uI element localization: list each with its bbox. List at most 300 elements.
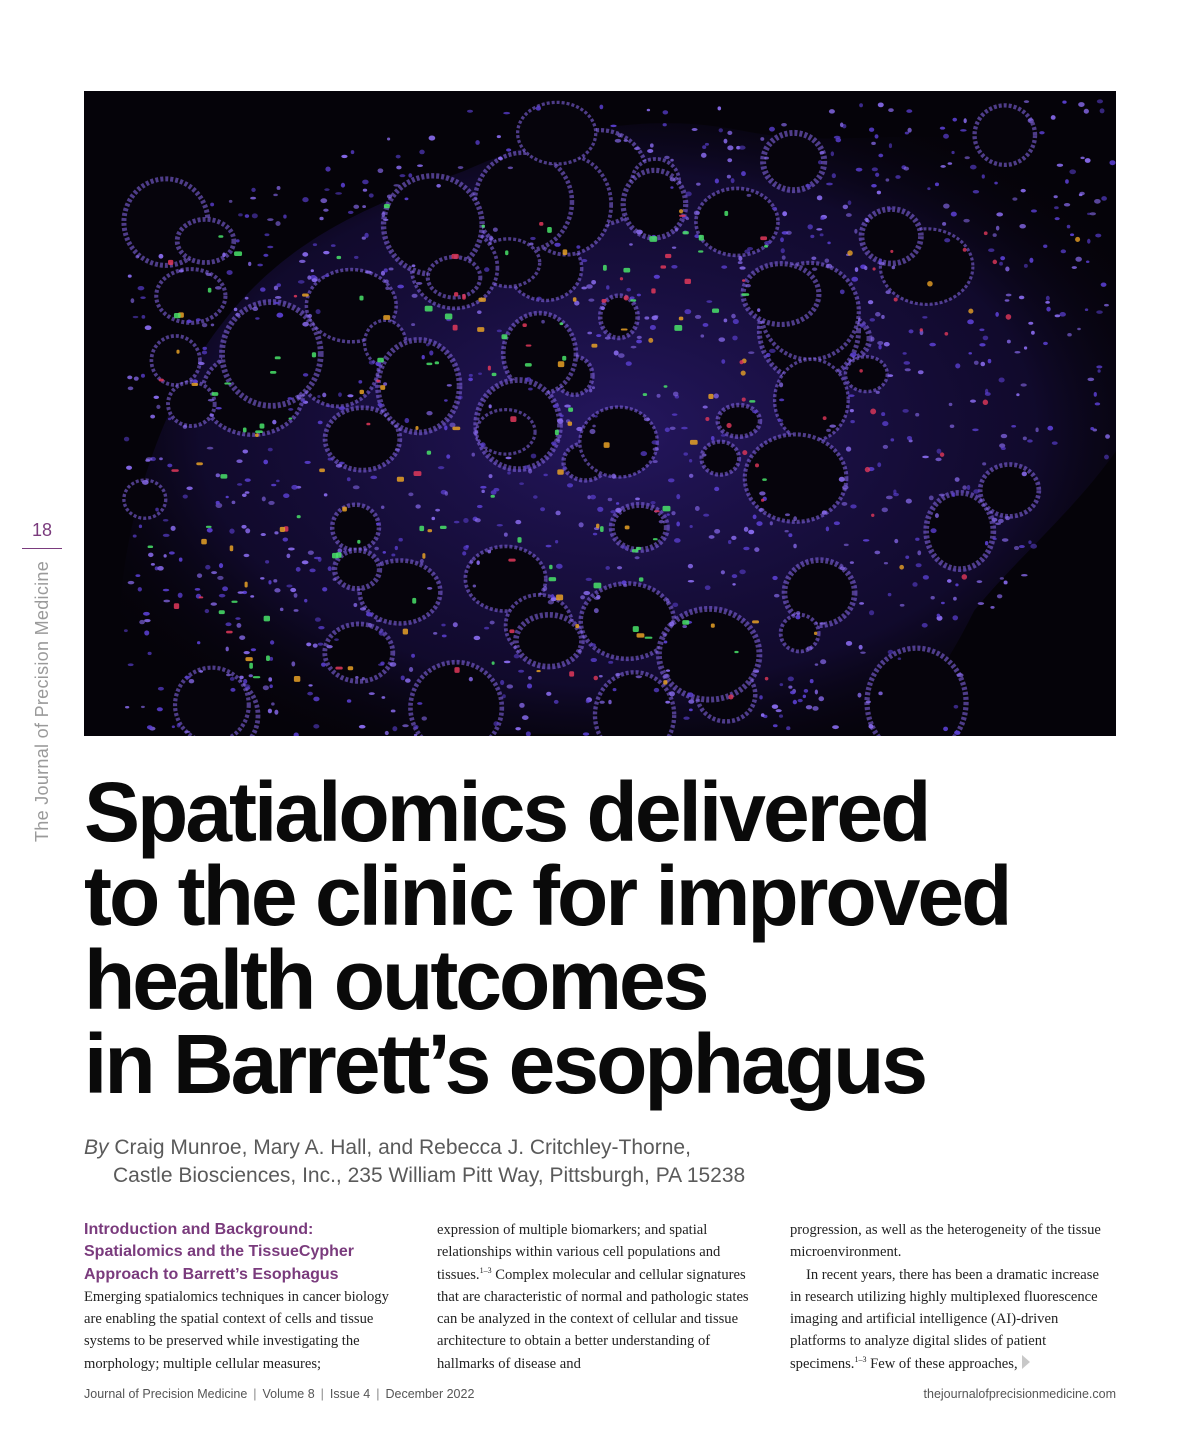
marker-signal <box>249 663 253 669</box>
cell-nucleus <box>396 155 401 159</box>
cell-nucleus <box>827 241 830 244</box>
cell-nucleus <box>610 125 616 128</box>
cell-nucleus <box>250 595 254 598</box>
cell-nucleus <box>576 427 582 431</box>
cell-nucleus <box>333 578 337 581</box>
marker-signal <box>679 317 683 321</box>
cell-nucleus <box>973 190 979 194</box>
cell-nucleus <box>842 485 848 489</box>
cell-nucleus <box>525 377 531 382</box>
cell-nucleus <box>1021 189 1026 193</box>
cell-nucleus <box>323 251 329 254</box>
cell-nucleus <box>675 228 678 232</box>
cell-nucleus <box>358 380 362 383</box>
cell-nucleus <box>265 560 269 563</box>
cell-nucleus <box>877 341 883 345</box>
marker-signal <box>871 514 874 517</box>
cell-nucleus <box>793 700 797 705</box>
cell-nucleus <box>225 622 231 626</box>
cell-nucleus <box>178 593 183 598</box>
cell-nucleus <box>900 604 905 607</box>
byline <box>84 1134 1124 1190</box>
cell-nucleus <box>963 219 969 223</box>
cell-nucleus <box>1030 544 1037 549</box>
body-text: Complex molecular and cellular signatures that are characteristic of normal and pathologic states can be analyzed in the context of cellular and tissue architecture to obtain a better understanding of hallmarks of disease and <box>437 1266 749 1372</box>
cell-nucleus <box>1104 455 1109 460</box>
cell-nucleus <box>355 676 358 679</box>
cell-nucleus <box>1043 342 1048 345</box>
cell-nucleus <box>865 218 868 222</box>
cell-nucleus <box>764 157 769 160</box>
cell-nucleus <box>318 643 324 646</box>
cell-nucleus <box>668 478 675 482</box>
cell-nucleus <box>1005 267 1009 272</box>
marker-signal <box>760 236 767 240</box>
cell-nucleus <box>379 631 385 636</box>
cell-nucleus <box>480 486 486 489</box>
cell-nucleus <box>442 635 447 638</box>
cell-nucleus <box>670 177 675 181</box>
cell-nucleus <box>504 533 508 537</box>
cell-nucleus <box>650 143 654 147</box>
cell-nucleus <box>252 213 258 218</box>
cell-nucleus <box>681 427 688 430</box>
cell-nucleus <box>916 563 922 567</box>
cell-nucleus <box>1090 427 1094 430</box>
cell-nucleus <box>906 499 912 504</box>
marker-signal <box>724 211 728 216</box>
cell-nucleus <box>264 233 269 236</box>
title-line: to the clinic for improved <box>84 849 1010 943</box>
cell-nucleus <box>1098 369 1101 373</box>
cell-nucleus <box>702 453 707 456</box>
cell-nucleus <box>151 563 155 566</box>
marker-signal <box>594 583 602 589</box>
cell-nucleus <box>753 515 757 520</box>
marker-signal <box>859 369 862 372</box>
cell-nucleus <box>533 495 538 499</box>
cell-nucleus <box>1095 234 1101 238</box>
cell-nucleus <box>807 224 812 229</box>
cell-nucleus <box>290 588 296 592</box>
cell-nucleus <box>684 309 691 314</box>
marker-signal <box>621 328 628 330</box>
cell-nucleus <box>313 243 317 246</box>
cell-nucleus <box>739 266 745 269</box>
marker-signal <box>191 383 198 386</box>
cell-nucleus <box>390 662 397 667</box>
cell-nucleus <box>832 173 836 178</box>
cell-nucleus <box>954 730 960 735</box>
cell-nucleus <box>408 492 413 496</box>
cell-nucleus <box>436 184 441 188</box>
cell-nucleus <box>276 480 280 483</box>
cell-nucleus <box>398 538 402 542</box>
cell-nucleus <box>953 597 957 601</box>
cell-nucleus <box>478 373 482 375</box>
marker-signal <box>492 373 497 376</box>
marker-signal <box>266 656 270 661</box>
cell-nucleus <box>591 280 596 285</box>
cell-nucleus <box>179 558 183 562</box>
cell-nucleus <box>786 726 790 730</box>
gland-ring <box>516 615 582 667</box>
cell-nucleus <box>413 725 418 729</box>
cell-nucleus <box>935 513 939 518</box>
cell-nucleus <box>405 678 411 682</box>
cell-nucleus <box>623 584 627 587</box>
cell-nucleus <box>229 200 233 203</box>
cell-nucleus <box>487 549 491 553</box>
cell-nucleus <box>1023 436 1027 440</box>
marker-signal <box>509 629 514 633</box>
cell-nucleus <box>703 323 709 327</box>
cell-nucleus <box>905 368 911 371</box>
cell-nucleus <box>820 217 825 220</box>
marker-signal <box>319 468 325 472</box>
cell-nucleus <box>239 676 243 679</box>
cell-nucleus <box>384 268 388 272</box>
cell-nucleus <box>581 259 587 262</box>
cell-nucleus <box>616 502 619 505</box>
marker-signal <box>260 423 265 428</box>
cell-nucleus <box>319 217 323 221</box>
marker-signal <box>196 462 203 465</box>
cell-nucleus <box>515 520 521 524</box>
cell-nucleus <box>854 229 857 234</box>
marker-signal <box>633 626 639 632</box>
cell-nucleus <box>776 709 782 712</box>
cell-nucleus <box>489 236 493 241</box>
cell-nucleus <box>1084 109 1089 114</box>
cell-nucleus <box>1004 580 1008 584</box>
cell-nucleus <box>420 559 424 563</box>
cell-nucleus <box>219 563 223 568</box>
cell-nucleus <box>846 447 851 452</box>
cell-nucleus <box>970 165 977 170</box>
cell-nucleus <box>351 150 355 154</box>
marker-signal <box>558 361 564 367</box>
cell-nucleus <box>381 696 385 699</box>
cell-nucleus <box>850 504 856 508</box>
cell-nucleus <box>128 663 134 666</box>
cell-nucleus <box>553 404 559 408</box>
cell-nucleus <box>1094 199 1101 204</box>
cell-nucleus <box>331 244 336 247</box>
cell-nucleus <box>664 640 668 643</box>
cell-nucleus <box>688 580 694 583</box>
cell-nucleus <box>506 148 511 151</box>
cell-nucleus <box>128 581 135 585</box>
cell-nucleus <box>904 167 909 171</box>
gland-ring <box>743 264 819 325</box>
cell-nucleus <box>831 151 834 156</box>
cell-nucleus <box>905 556 909 559</box>
marker-signal <box>663 680 667 684</box>
cell-nucleus <box>1024 346 1027 349</box>
marker-signal <box>224 383 231 385</box>
marker-signal <box>383 315 390 320</box>
cell-nucleus <box>773 724 778 727</box>
cell-nucleus <box>536 106 541 111</box>
cell-nucleus <box>405 197 409 200</box>
cell-nucleus <box>288 408 293 411</box>
cell-nucleus <box>593 533 597 536</box>
cell-nucleus <box>820 659 826 664</box>
cell-nucleus <box>322 587 327 591</box>
marker-signal <box>639 577 643 581</box>
cell-nucleus <box>769 349 776 353</box>
cell-nucleus <box>927 187 930 190</box>
cell-nucleus <box>226 647 229 652</box>
cell-nucleus <box>759 508 765 512</box>
cell-nucleus <box>446 454 450 458</box>
cell-nucleus <box>766 353 771 357</box>
cell-nucleus <box>893 493 899 496</box>
cell-nucleus <box>793 544 797 549</box>
cell-nucleus <box>328 458 333 461</box>
cell-nucleus <box>133 316 139 318</box>
cell-nucleus <box>404 418 409 423</box>
cell-nucleus <box>1028 118 1034 123</box>
cell-nucleus <box>306 642 311 646</box>
cell-nucleus <box>226 674 231 677</box>
cell-nucleus <box>939 494 946 496</box>
marker-signal <box>569 671 574 676</box>
cell-nucleus <box>268 448 273 452</box>
cell-nucleus <box>689 474 693 478</box>
cell-nucleus <box>689 459 692 463</box>
cell-nucleus <box>1094 392 1097 397</box>
cell-nucleus <box>146 457 153 461</box>
cell-nucleus <box>1085 158 1091 163</box>
marker-signal <box>764 245 768 248</box>
cell-nucleus <box>871 184 877 188</box>
cell-nucleus <box>666 598 669 603</box>
cell-nucleus <box>236 623 241 628</box>
cell-nucleus <box>829 425 836 428</box>
cell-nucleus <box>429 136 436 141</box>
cell-nucleus <box>653 460 658 463</box>
cell-nucleus <box>869 128 874 132</box>
cell-nucleus <box>623 545 627 549</box>
cell-nucleus <box>826 264 832 269</box>
cell-nucleus <box>951 151 954 154</box>
cell-nucleus <box>759 491 765 495</box>
cell-nucleus <box>761 713 765 717</box>
marker-signal <box>664 385 668 387</box>
marker-signal <box>255 433 259 437</box>
reference-superscript: 1–3 <box>479 1265 492 1275</box>
cell-nucleus <box>1019 296 1024 300</box>
cell-nucleus <box>1104 304 1109 307</box>
cell-nucleus <box>995 312 999 317</box>
cell-nucleus <box>216 501 220 505</box>
cell-nucleus <box>272 420 276 425</box>
cell-nucleus <box>733 319 739 324</box>
cell-nucleus <box>855 267 858 272</box>
cell-nucleus <box>183 425 187 429</box>
cell-nucleus <box>718 106 722 110</box>
cell-nucleus <box>417 702 422 705</box>
marker-signal <box>962 574 968 580</box>
cell-nucleus <box>1024 264 1028 268</box>
cell-nucleus <box>453 622 458 627</box>
marker-signal <box>549 565 552 569</box>
body-paragraph: Emerging spatialomics techniques in cancer biology are enabling the spatial context of cells and tissue systems to be preserved while investigating the morphology; multiple cellular measures; <box>84 1288 389 1372</box>
cell-nucleus <box>973 489 979 493</box>
cell-nucleus <box>473 430 478 435</box>
footer-separator: | <box>253 1387 257 1401</box>
cell-nucleus <box>307 275 311 279</box>
marker-signal <box>218 235 223 238</box>
cell-nucleus <box>979 343 985 346</box>
cell-nucleus <box>641 451 648 456</box>
cell-nucleus <box>263 254 268 257</box>
cell-nucleus <box>427 587 432 590</box>
cell-nucleus <box>949 403 953 406</box>
cell-nucleus <box>988 359 992 363</box>
cell-nucleus <box>1101 196 1107 201</box>
cell-nucleus <box>1062 101 1066 104</box>
cell-nucleus <box>381 506 385 510</box>
cell-nucleus <box>747 194 752 197</box>
cell-nucleus <box>654 688 659 692</box>
cell-nucleus <box>301 399 305 403</box>
marker-signal <box>525 363 532 366</box>
cell-nucleus <box>206 273 212 276</box>
marker-signal <box>376 380 380 383</box>
title-line: in Barrett’s esophagus <box>84 1017 926 1111</box>
cell-nucleus <box>673 392 678 397</box>
cell-nucleus <box>125 706 129 708</box>
cell-nucleus <box>940 165 946 168</box>
marker-signal <box>275 356 281 359</box>
cell-nucleus <box>689 708 693 711</box>
marker-signal <box>983 400 988 405</box>
marker-signal <box>1075 237 1080 242</box>
cell-nucleus <box>336 464 342 468</box>
cell-nucleus <box>694 211 700 216</box>
marker-signal <box>452 427 460 430</box>
cell-nucleus <box>374 547 379 550</box>
cell-nucleus <box>967 319 974 324</box>
cell-nucleus <box>320 198 327 203</box>
marker-signal <box>600 526 604 532</box>
cell-nucleus <box>651 440 658 444</box>
cell-nucleus <box>396 166 401 170</box>
marker-signal <box>894 298 898 302</box>
cell-nucleus <box>788 533 792 537</box>
cell-nucleus <box>210 203 214 207</box>
cell-nucleus <box>445 491 448 495</box>
footer-journal: Journal of Precision Medicine <box>84 1387 248 1401</box>
cell-nucleus <box>955 363 960 368</box>
cell-nucleus <box>788 686 792 689</box>
cell-nucleus <box>363 189 367 192</box>
cell-nucleus <box>982 462 986 465</box>
cell-nucleus <box>941 602 945 604</box>
cell-nucleus <box>1006 294 1012 297</box>
cell-nucleus <box>141 374 145 378</box>
marker-signal <box>563 249 568 255</box>
cell-nucleus <box>759 695 763 699</box>
cell-nucleus <box>245 297 249 300</box>
cell-nucleus <box>144 619 150 622</box>
marker-signal <box>297 515 301 518</box>
cell-nucleus <box>128 275 132 278</box>
cell-nucleus <box>672 413 678 415</box>
cell-nucleus <box>889 143 892 148</box>
cell-nucleus <box>904 361 910 365</box>
marker-signal <box>944 332 948 336</box>
cell-nucleus <box>477 505 483 508</box>
cell-nucleus <box>597 507 603 512</box>
marker-signal <box>462 294 466 300</box>
cell-nucleus <box>172 725 175 728</box>
cell-nucleus <box>882 507 888 512</box>
cell-nucleus <box>731 178 735 183</box>
marker-signal <box>380 385 385 390</box>
cell-nucleus <box>937 614 940 618</box>
gland-ring <box>156 269 225 323</box>
cell-nucleus <box>208 399 215 402</box>
cell-nucleus <box>275 221 280 226</box>
cell-nucleus <box>477 310 482 314</box>
cell-nucleus <box>626 288 631 292</box>
marker-signal <box>549 577 557 581</box>
cell-nucleus <box>469 677 473 681</box>
cell-nucleus <box>1001 447 1006 450</box>
cell-nucleus <box>540 507 545 511</box>
cell-nucleus <box>497 524 503 527</box>
cell-nucleus <box>608 700 611 705</box>
cell-nucleus <box>617 566 622 569</box>
cell-nucleus <box>353 485 360 489</box>
cell-nucleus <box>493 721 498 726</box>
cell-nucleus <box>484 627 489 630</box>
cell-nucleus <box>199 670 203 673</box>
cell-nucleus <box>888 207 892 210</box>
cell-nucleus <box>998 519 1004 523</box>
cell-nucleus <box>397 285 404 289</box>
cell-nucleus <box>804 689 808 693</box>
cell-nucleus <box>1011 425 1016 428</box>
cell-nucleus <box>252 307 258 311</box>
cell-nucleus <box>979 328 984 331</box>
cell-nucleus <box>772 704 778 708</box>
cell-nucleus <box>354 256 359 259</box>
cell-nucleus <box>877 191 881 195</box>
marker-signal <box>176 350 179 354</box>
cell-nucleus <box>1028 540 1031 544</box>
marker-signal <box>648 338 653 343</box>
marker-signal <box>665 254 671 258</box>
marker-signal <box>705 417 709 421</box>
cell-nucleus <box>612 474 617 479</box>
marker-signal <box>643 393 647 396</box>
title-line: health outcomes <box>84 933 707 1027</box>
cell-nucleus <box>308 684 312 686</box>
cell-nucleus <box>244 651 250 654</box>
cell-nucleus <box>308 550 314 554</box>
cell-nucleus <box>1031 209 1037 212</box>
marker-signal <box>255 430 263 433</box>
cell-nucleus <box>514 654 520 658</box>
cell-nucleus <box>690 525 693 528</box>
body-paragraph <box>790 1264 1112 1375</box>
cell-nucleus <box>930 528 936 533</box>
